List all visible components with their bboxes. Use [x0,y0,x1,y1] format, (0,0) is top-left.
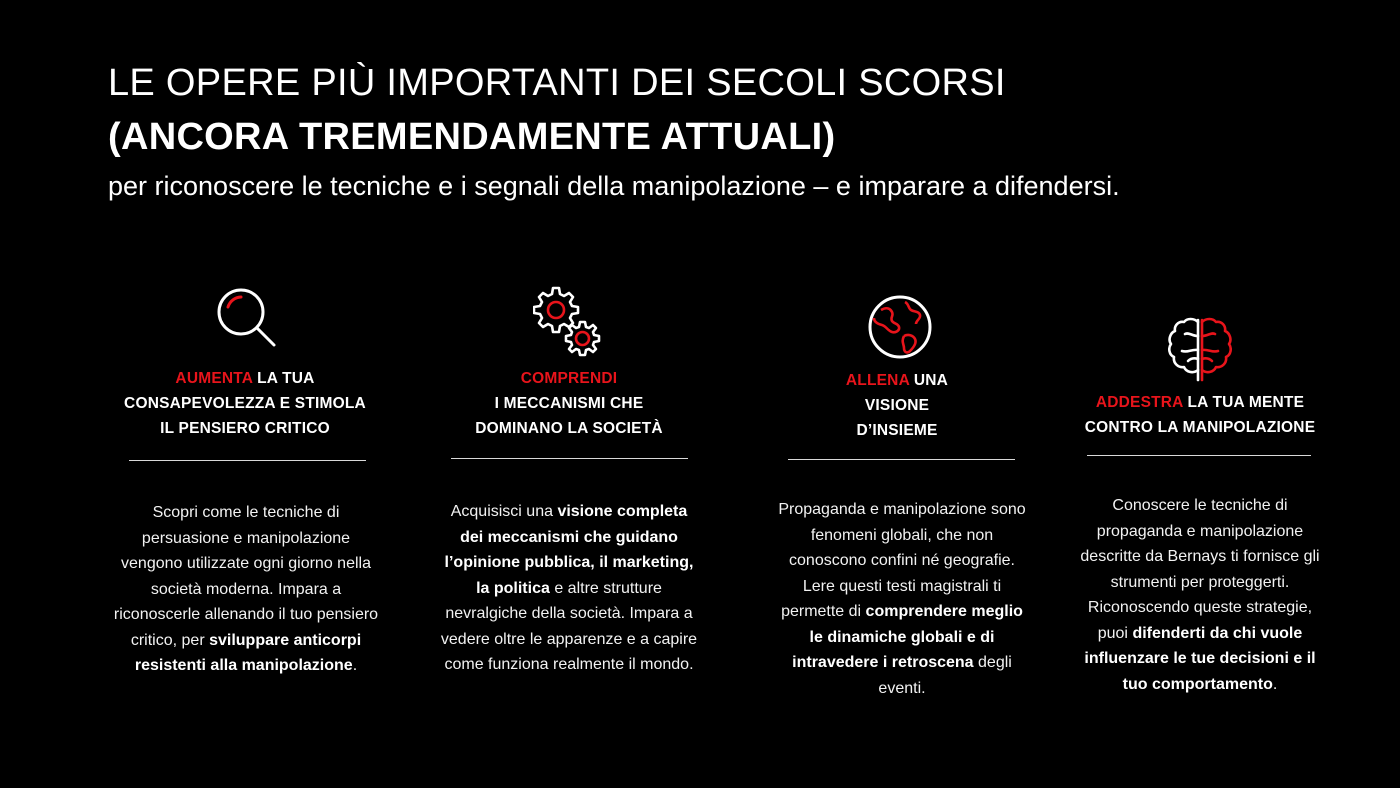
column-train-mind [1055,390,1345,440]
divider [788,459,1015,460]
body-emphasis: visione completa dei meccanismi che guidano l’opinione pubblica, il marketing, la politica [444,503,694,597]
body-text: . [1272,675,1278,693]
heading-accent: ALLENA [845,372,910,389]
heading-text: CONSAPEVOLEZZA E STIMOLA [124,395,366,412]
heading-text: IL PENSIERO CRITICO [160,420,330,437]
body-text: Propaganda e manipolazione sono fenomeni globali, che non conoscono confini né geografie. Lere questi testi magistrali ti permette di [778,501,1026,620]
column-understand [424,366,714,441]
body-text: e altre strutture nevralgiche della società. Impara a vedere oltre le apparenze e a capire come funziona realmente il mondo. [440,579,698,673]
heading-text: I MECCANISMI CHE [494,395,644,412]
heading-text: VISIONE [864,397,930,414]
column-body [778,497,1026,701]
brain-icon [1168,316,1232,384]
heading-text: LA TUA MENTE [1183,394,1305,411]
heading-text: CONTRO LA MANIPOLAZIONE [1084,419,1316,436]
column-heading [100,366,390,441]
body-emphasis: comprendere meglio le dinamiche globali e di intravedere i retroscena [792,603,1023,671]
body-text: . [352,657,358,674]
magnifier-icon [214,285,280,351]
column-heading [424,366,714,441]
column-vision [752,368,1042,443]
heading-accent: AUMENTA [175,370,253,387]
column-body [110,500,382,679]
divider [1087,455,1311,456]
page-title: LE OPERE PIÙ IMPORTANTI DEI SECOLI SCORSI [108,62,1006,104]
heading-text: UNA [909,372,949,389]
heading-text: DOMINANO LA SOCIETÀ [475,420,663,437]
page-subtitle: per riconoscere le tecniche e i segnali della manipolazione – e imparare a difendersi. [108,171,1120,201]
divider [451,458,688,459]
heading-text: LA TUA [252,370,315,387]
column-body [1073,493,1327,697]
column-body [440,499,698,678]
divider [129,460,366,461]
heading-accent: ADDESTRA [1095,394,1183,411]
heading-accent: COMPRENDI [520,370,618,387]
body-text: Conoscere le tecniche di propaganda e manipolazione descritte da Bernays ti fornisce gli strumenti per proteggerti. Riconoscendo queste strategie, puoi [1080,497,1320,642]
body-emphasis: sviluppare anticorpi resistenti alla manipolazione [134,631,362,674]
body-text: Acquisisci una [450,503,558,520]
heading-text: D’INSIEME [856,422,938,439]
body-text: degli eventi. [878,654,1012,697]
page-title-emphasis: (ANCORA TREMENDAMENTE ATTUALI) [108,116,836,158]
header [108,58,1120,204]
column-awareness [100,366,390,441]
column-heading [1055,390,1345,440]
body-text: Scopri come le tecniche di persuasione e manipolazione vengono utilizzate ogni giorno nella società moderna. Impara a riconoscerle allenando il tuo pensiero critico, per [113,504,379,649]
column-heading [752,368,1042,443]
gears-icon [533,286,605,358]
body-emphasis: difenderti da chi vuole influenzare le tue decisioni e il tuo comportamento [1084,624,1316,693]
globe-icon [867,294,933,360]
